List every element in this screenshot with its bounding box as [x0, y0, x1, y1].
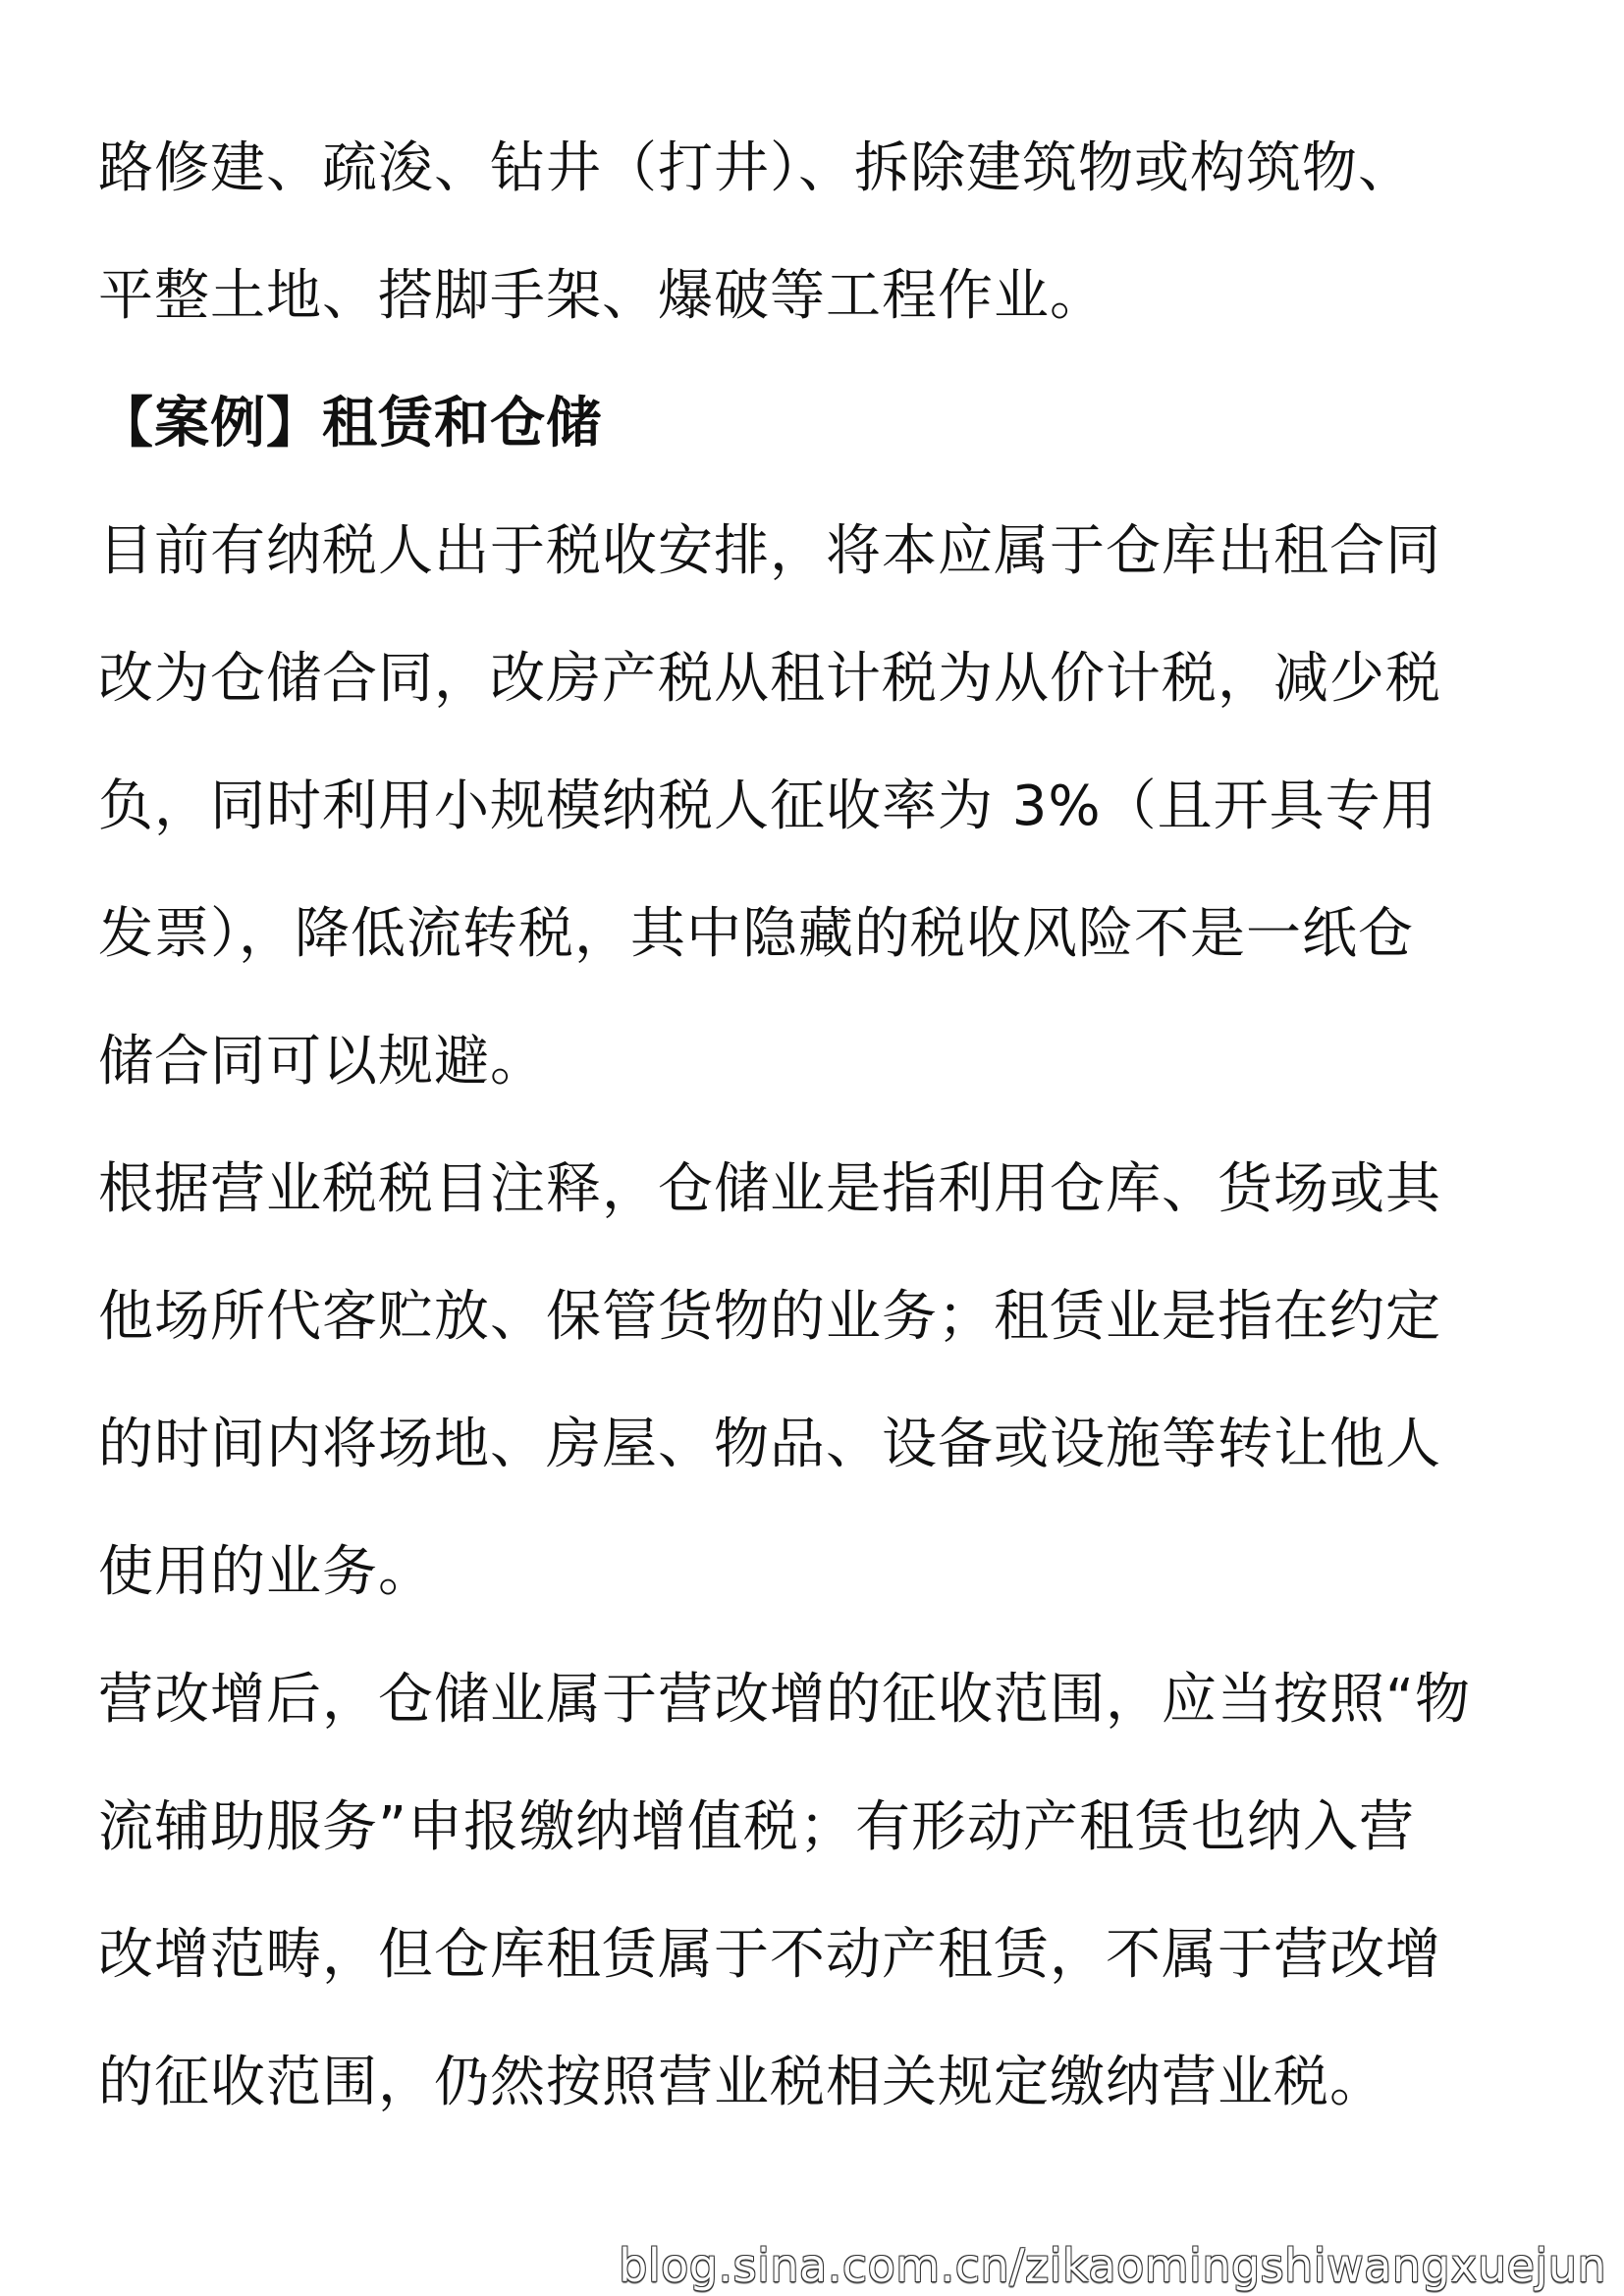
paragraph-line-13: 营改增后，仓储业属于营改增的征收范围，应当按照“物: [98, 1668, 1472, 1732]
paragraph-line-14: 流辅助服务”申报缴纳增值税；有形动产租赁也纳入营: [98, 1795, 1416, 1859]
watermark-url: blog.sina.com.cn/zikaomingshiwangxuejun: [619, 2239, 1606, 2292]
paragraph-line-7: 发票），降低流转税，其中隐藏的税收风险不是一纸仓: [98, 902, 1414, 966]
case-heading: 【案例】租赁和仓储: [98, 392, 602, 455]
paragraph-line-10: 他场所代客贮放、保管货物的业务；租赁业是指在约定: [98, 1285, 1441, 1349]
paragraph-line-9: 根据营业税税目注释，仓储业是指利用仓库、货场或其: [98, 1157, 1441, 1221]
paragraph-line-16: 的征收范围，仍然按照营业税相关规定缴纳营业税。: [98, 2051, 1385, 2114]
paragraph-line-4: 目前有纳税人出于税收安排，将本应属于仓库出租合同: [98, 519, 1441, 583]
paragraph-line-15: 改增范畴，但仓库租赁属于不动产租赁，不属于营改增: [98, 1923, 1441, 1987]
paragraph-line-5: 改为仓储合同，改房产税从租计税为从价计税，减少税: [98, 647, 1441, 711]
paragraph-line-8: 储合同可以规避。: [98, 1030, 546, 1094]
paragraph-line-2: 平整土地、搭脚手架、爆破等工程作业。: [98, 264, 1106, 328]
paragraph-line-1: 路修建、疏浚、钻井（打井）、拆除建筑物或构筑物、: [98, 136, 1414, 200]
paragraph-line-12: 使用的业务。: [98, 1540, 434, 1604]
paragraph-line-11: 的时间内将场地、房屋、物品、设备或设施等转让他人: [98, 1413, 1441, 1476]
paragraph-line-6: 负，同时利用小规模纳税人征收率为 3%（且开具专用: [98, 774, 1437, 838]
